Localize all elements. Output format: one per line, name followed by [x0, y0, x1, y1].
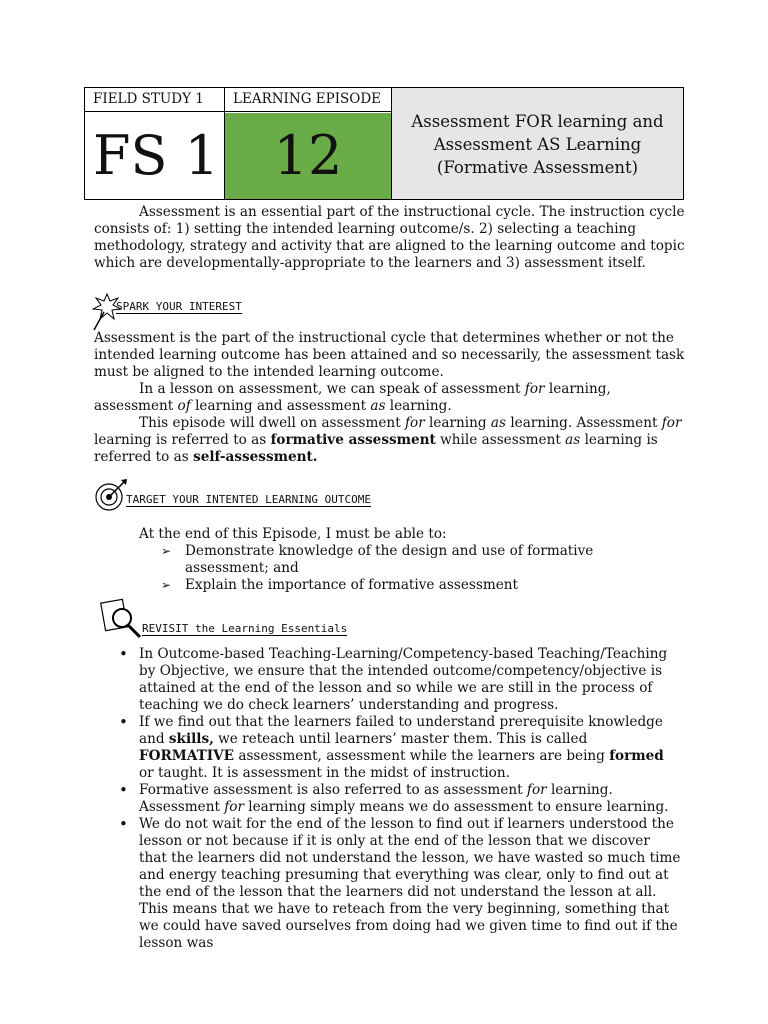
essentials-item: • If we find out that the learners failed to understand prerequisite knowledge and skills, we reteach until learners’ master them. This is called FORMATIVE assessment, assessment while the learners are being formed or taught. It is assessment in the midst of instruction.: [115, 714, 681, 782]
field-study-cell: [85, 88, 225, 199]
spark-paragraph-2: In a lesson on assessment, we can speak of assessment for learning, assessment of learning and assessment as learning.: [94, 381, 611, 414]
episode-title-cell: [392, 88, 683, 199]
episode-title: Assessment FOR learning and Assessment AS Learning (Formative Assessment): [411, 112, 664, 177]
revisit-section: [115, 646, 681, 952]
learning-episode-cell: [225, 88, 392, 199]
spark-paragraph-1: Assessment is the part of the instructional cycle that determines whether or not the intended learning outcome has been attained and so necessarily, the assessment task must be aligned to the intended learning outcome.: [94, 330, 685, 380]
target-lead: At the end of this Episode, I must be able to:: [139, 526, 447, 542]
fs-code: FS 1: [93, 124, 219, 187]
learning-episode-label: LEARNING EPISODE: [225, 88, 391, 112]
revisit-banner: [92, 598, 348, 638]
intro-paragraph: Assessment is an essential part of the instructional cycle. The instruction cycle consists of: 1) setting the intended learning outcome/s. 2) selecting a teaching methodology, strategy and activity that are aligned to the learning outcome and topic which are developmentally-appropriate to the learners and 3) assessment itself.: [94, 204, 685, 271]
episode-header-table: [84, 87, 684, 200]
outcome-item: ➢ Explain the importance of formative assessment: [161, 577, 679, 594]
outcome-list: [161, 543, 679, 594]
target-label: TARGET YOUR INTENTED LEARNING OUTCOME: [126, 493, 372, 506]
target-banner: [92, 478, 372, 518]
episode-number: 12: [225, 113, 391, 199]
spark-paragraph-3: This episode will dwell on assessment for learning as learning. Assessment for learning is referred to as formative assessment while assessment as learning is referred to as self-assessment.: [94, 415, 682, 465]
spark-section: [94, 330, 690, 466]
spark-banner: [92, 292, 252, 332]
essentials-item: • In Outcome-based Teaching-Learning/Competency-based Teaching/Teaching by Objective, we ensure that the intended outcome/competency/objective is attained at the end of the lesson and so while we are still in the process of teaching we do check learners’ understanding and progress.: [115, 646, 681, 714]
spark-label: SPARK YOUR INTEREST: [116, 300, 242, 313]
essentials-item: • Formative assessment is also referred to as assessment for learning. Assessment for learning simply means we do assessment to ensure learning.: [115, 782, 681, 816]
field-study-label: FIELD STUDY 1: [85, 88, 224, 112]
target-section: [139, 526, 679, 594]
revisit-label: REVISIT the Learning Essentials: [142, 622, 348, 635]
outcome-item: ➢ Demonstrate knowledge of the design and use of formative assessment; and: [161, 543, 679, 577]
magnifier-icon: [100, 598, 144, 640]
target-icon: [94, 478, 128, 514]
essentials-list: [115, 646, 681, 952]
essentials-item: • We do not wait for the end of the lesson to find out if learners understood the lesson or not because if it is only at the end of the lesson that we discover that the learners did not understand the lesson, we have wasted so much time and energy teaching presuming that everything was clear, only to find out at the end of the lesson that the learners did not understand the lesson at all. This means that we have to reteach from the very beginning, something that we could have saved ourselves from doing had we given time to find out if the lesson was: [115, 816, 681, 952]
